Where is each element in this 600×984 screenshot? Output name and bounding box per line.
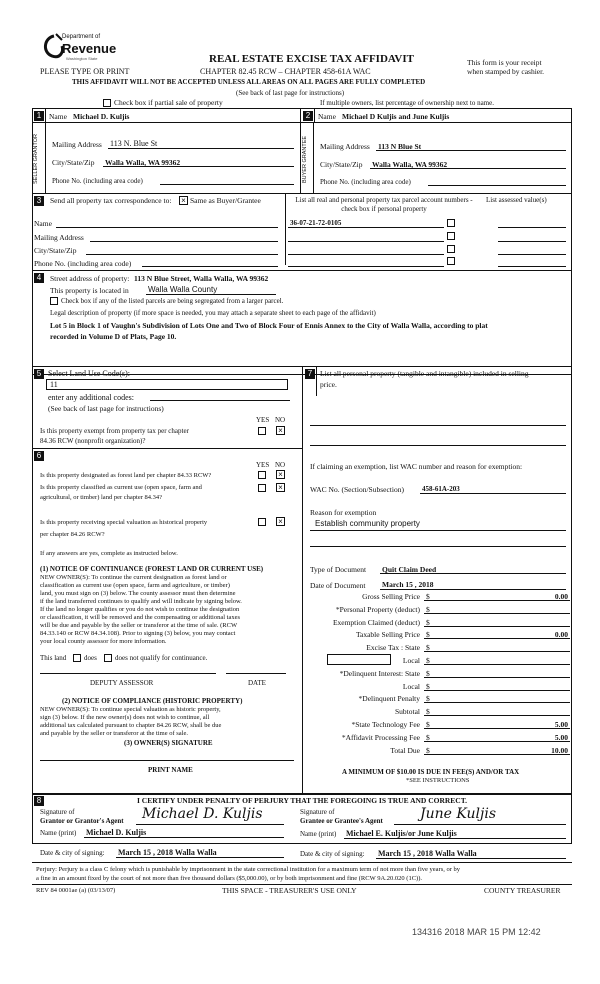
- historic-question-1: Is this property receiving special valuation as historical property: [40, 519, 208, 526]
- forest-question: Is this property designated as forest land per chapter 84.33 RCW?: [40, 472, 212, 479]
- print-name-label: PRINT NAME: [148, 766, 193, 774]
- seller-name[interactable]: Michael D. Kuljis: [73, 112, 130, 121]
- calc-value[interactable]: 5.00: [554, 732, 568, 742]
- notice-1-line: If the land no longer qualifies or you do not wish to continue the designation: [40, 606, 240, 613]
- parcel-4-checkbox[interactable]: [447, 257, 455, 265]
- calc-value[interactable]: 0.00: [554, 592, 568, 601]
- certify-statement: I CERTIFY UNDER PENALTY OF PERJURY THAT THE FOREGOING IS TRUE AND CORRECT.: [137, 796, 468, 805]
- current-use-question-1: Is this property classified as current use (open space, farm and: [40, 484, 202, 491]
- located-label: This property is located in: [50, 286, 129, 295]
- calc-currency: $: [426, 592, 430, 601]
- wac-label: WAC No. (Section/Subsection): [310, 485, 404, 494]
- calc-currency: $: [426, 694, 430, 704]
- name-left-label: Name (print): [40, 829, 77, 837]
- date-label: DATE: [248, 679, 266, 687]
- seller-side-label: SELLER GRANTOR: [33, 133, 39, 185]
- section-6-number: 6: [34, 451, 44, 461]
- land-does-checkbox[interactable]: [73, 654, 81, 662]
- s3-phone-label: Phone No. (including area code): [34, 259, 132, 268]
- buyer-mail[interactable]: 113 N Blue St: [378, 142, 422, 151]
- section-7-number: 7: [305, 369, 315, 379]
- calc-label: *State Technology Fee: [351, 720, 420, 729]
- notice-1-text: [40, 574, 242, 646]
- doc-date-label: Date of Document: [310, 581, 366, 590]
- dept-tag: Washington State: [66, 56, 98, 61]
- calc-currency: $: [426, 617, 430, 627]
- date-right-label: Date & city of signing:: [300, 850, 365, 858]
- street-address[interactable]: 113 N Blue Street, Walla Walla, WA 99362: [134, 274, 269, 283]
- notice-1-line: 84.33.140 or RCW 84.34.108). Prior to signing (3) below, you may contact: [40, 630, 236, 637]
- personal-property-label-1: List all personal property (tangible and intangible) included in selling: [320, 369, 529, 378]
- sig-left-label-2: Grantor or Grantor's Agent: [40, 817, 124, 825]
- owner-signature-label: (3) OWNER(S) SIGNATURE: [124, 739, 213, 747]
- additional-codes-label: enter any additional codes:: [48, 393, 134, 402]
- doc-date[interactable]: March 15 , 2018: [382, 580, 434, 589]
- grantee-print-name[interactable]: Michael E. Kuljis/or June Kuljis: [346, 829, 457, 838]
- county[interactable]: Walla Walla County: [148, 285, 218, 294]
- buyer-name-label: Name: [318, 112, 336, 121]
- exempt-no-checkbox[interactable]: ×: [276, 426, 285, 435]
- sig-right-label-1: Signature of: [300, 808, 335, 816]
- notice-2-title: (2) NOTICE OF COMPLIANCE (HISTORIC PROPERTY): [62, 697, 243, 705]
- section-4-number: 4: [34, 273, 44, 283]
- if-yes-note: If any answers are yes, complete as instructed below.: [40, 550, 178, 557]
- land-does-not-label: does not qualify for continuance.: [115, 654, 208, 662]
- street-label: Street address of property:: [50, 274, 130, 283]
- calc-line: [424, 626, 570, 627]
- notice-1-line: if the land transferred continues to qualify and will indicate by signing below.: [40, 598, 242, 605]
- legal-line1: Lot 5 in Block 1 of Vaughn's Subdivision of Lots One and Two of Block Four of Ennis Annex to the City of Walla Walla, according to plat: [50, 321, 488, 330]
- perjury-line-1: Perjury: Perjury is a class C felony which is punishable by imprisonment in the state correctional institution for a maximum term of not more than five years, or by: [36, 866, 461, 873]
- calc-currency: $: [426, 745, 430, 755]
- notice-1-line: classification as current use (open space, farm and agriculture, or timber): [40, 582, 230, 589]
- form-warning: THIS AFFIDAVIT WILL NOT BE ACCEPTED UNLESS ALL AREAS ON ALL PAGES ARE FULLY COMPLETED: [72, 78, 426, 86]
- current-use-yes-checkbox[interactable]: [258, 484, 266, 492]
- partial-sale-label: Check box if partial sale of property: [114, 98, 223, 107]
- s5-yes: YES: [256, 416, 270, 424]
- seller-mail[interactable]: 113 N. Blue St: [110, 139, 158, 148]
- parcel-3-checkbox[interactable]: [447, 245, 455, 253]
- receipt-line2: when stamped by cashier.: [467, 67, 545, 76]
- seller-name-label: Name: [49, 112, 67, 121]
- send-correspondence-label: Send all property tax correspondence to:: [50, 196, 172, 205]
- calc-currency: $: [426, 707, 430, 717]
- notice-1-line: land, you must sign on (3) below. The county assessor must then determine: [40, 590, 236, 597]
- land-does-label: does: [84, 654, 97, 662]
- exempt-question-2: 84.36 RCW (nonprofit organization)?: [40, 437, 146, 445]
- seller-city-label: City/State/Zip: [52, 158, 95, 167]
- doc-type-label: Type of Document: [310, 565, 367, 574]
- dept-name: Revenue: [62, 41, 117, 56]
- calc-label: *Delinquent Penalty: [358, 694, 420, 704]
- buyer-phone-label: Phone No. (including area code): [320, 178, 411, 186]
- exempt-question-1: Is this property exempt from property tax per chapter: [40, 427, 189, 435]
- same-as-buyer-label: Same as Buyer/Grantee: [190, 196, 261, 205]
- notice-1-line: or classification, it will be removed and the compensating or additional taxes: [40, 614, 240, 621]
- land-use-field[interactable]: [46, 379, 288, 390]
- historic-yes-checkbox[interactable]: [258, 518, 266, 526]
- calc-label: Local: [402, 681, 420, 691]
- calc-line: [424, 677, 570, 678]
- exemption-label: If claiming an exemption, list WAC number and reason for exemption:: [310, 462, 523, 471]
- notice-2-line: additional tax calculated pursuant to chapter 84.26 RCW, shall be due: [40, 722, 222, 729]
- this-land-label: This land: [40, 654, 67, 662]
- seller-city[interactable]: Walla Walla, WA 99362: [105, 158, 181, 167]
- segregate-label: Check box if any of the listed parcels are being segregated from a larger parcel.: [61, 297, 284, 305]
- partial-sale-checkbox[interactable]: [103, 99, 111, 107]
- calc-currency: $: [426, 656, 430, 665]
- s3-mail-label: Mailing Address: [34, 233, 84, 242]
- seller-phone-label: Phone No. (including area code): [52, 177, 143, 185]
- notice-2-text: [40, 706, 221, 738]
- calc-currency: $: [426, 630, 430, 640]
- calc-line: [424, 702, 570, 703]
- personal-property-label-2: price.: [320, 380, 337, 389]
- reason-label: Reason for exemption: [310, 508, 377, 517]
- notice-1-line: your local county assessor for more information.: [40, 638, 167, 645]
- calc-value[interactable]: 5.00: [554, 720, 568, 729]
- calc-label: *Affidavit Processing Fee: [341, 732, 420, 742]
- notice-2-line: NEW OWNER(S): To continue special valuation as historic property,: [40, 706, 221, 713]
- notice-1-line: NEW OWNER(S): To continue the current designation as forest land or: [40, 574, 227, 581]
- section-5-number: 5: [34, 369, 44, 379]
- s3-city-label: City/State/Zip: [34, 246, 77, 255]
- calc-currency: $: [426, 732, 430, 742]
- land-use-label: Select Land Use Code(s):: [48, 369, 130, 378]
- s6-no: NO: [275, 461, 286, 469]
- historic-question-2: per chapter 84.26 RCW?: [40, 531, 105, 538]
- assessed-header: List assessed value(s): [486, 196, 547, 204]
- calc-label: Exemption Claimed (deduct): [332, 617, 420, 627]
- calc-value[interactable]: 0.00: [554, 630, 568, 640]
- sig-left-label-1: Signature of: [40, 808, 75, 816]
- revenue-logo: [40, 30, 120, 64]
- date-left-label: Date & city of signing:: [40, 849, 105, 857]
- calc-label: Taxable Selling Price: [355, 630, 420, 640]
- parcel-2-checkbox[interactable]: [447, 232, 455, 240]
- notice-2-line: and payable by the seller or transferor at the time of sale.: [40, 730, 188, 737]
- notice-1-line: will be due and payable by the seller or transferor at the time of sale. (RCW: [40, 622, 238, 629]
- land-use-code: 11: [50, 380, 58, 389]
- calc-currency: $: [426, 604, 430, 614]
- s3-name-label: Name: [34, 219, 52, 228]
- buyer-side-label: BUYER GRANTEE: [302, 135, 308, 183]
- multiple-owners-note: If multiple owners, list percentage of ownership next to name.: [320, 99, 494, 107]
- grantee-date-city[interactable]: March 15 , 2018 Walla Walla: [378, 849, 477, 858]
- calc-label: Gross Selling Price: [362, 592, 420, 601]
- current-use-no-checkbox[interactable]: ×: [276, 483, 285, 492]
- calc-label: Excise Tax : State: [366, 643, 420, 653]
- calc-currency: $: [426, 720, 430, 729]
- calc-line: [424, 690, 570, 691]
- historic-no-checkbox[interactable]: ×: [276, 517, 285, 526]
- sig-right-label-2: Grantee or Grantee's Agent: [300, 817, 383, 825]
- buyer-name[interactable]: Michael D Kuljis and June Kuljis: [342, 112, 450, 121]
- current-use-question-2: agricultural, or timber) land per chapter 84.34?: [40, 494, 163, 501]
- grantor-print-name[interactable]: Michael D. Kuljis: [86, 828, 147, 837]
- grantor-signature[interactable]: Michael D. Kuljis: [142, 806, 263, 822]
- forest-yes-checkbox[interactable]: [258, 471, 266, 479]
- calc-line: [424, 715, 570, 716]
- calc-value[interactable]: 10.00: [551, 745, 568, 755]
- please-type: PLEASE TYPE OR PRINT: [40, 67, 130, 76]
- calc-label: Local: [402, 656, 420, 665]
- grantee-signature[interactable]: June Kuljis: [420, 806, 497, 822]
- grantor-date-city[interactable]: March 15 , 2018 Walla Walla: [118, 848, 217, 857]
- form-title: REAL ESTATE EXCISE TAX AFFIDAVIT: [209, 53, 414, 65]
- wac-number[interactable]: 458-61A-203: [422, 485, 460, 493]
- section-3-number: 3: [34, 196, 44, 206]
- s5-see-back: (See back of last page for instructions): [48, 404, 164, 413]
- name-right-label: Name (print): [300, 830, 337, 838]
- exemption-reason[interactable]: Establish community property: [315, 519, 420, 528]
- calc-label: *Personal Property (deduct): [335, 604, 420, 614]
- calc-line: [424, 651, 570, 652]
- legal-label: Legal description of property (if more space is needed, you may attach a separate sheet to each page of the affidavit): [50, 309, 376, 317]
- section-8-number: 8: [34, 796, 44, 806]
- segregate-checkbox[interactable]: [50, 297, 58, 305]
- same-as-buyer-checkbox[interactable]: ×: [179, 196, 188, 205]
- minimum-fee-notice: A MINIMUM OF $10.00 IS DUE IN FEE(S) AND/OR TAX: [342, 768, 520, 776]
- exempt-yes-checkbox[interactable]: [258, 427, 266, 435]
- calc-currency: $: [426, 643, 430, 653]
- parcel-number[interactable]: 36-07-21-72-0105: [290, 219, 342, 227]
- calc-line: [424, 613, 570, 614]
- local-code-field[interactable]: [327, 654, 391, 665]
- buyer-city[interactable]: Walla Walla, WA 99362: [372, 160, 448, 169]
- seller-mail-label: Mailing Address: [52, 140, 102, 149]
- forest-no-checkbox[interactable]: ×: [276, 470, 285, 479]
- legal-line2: recorded in Volume D of Plats, Page 10.: [50, 332, 177, 341]
- s6-yes: YES: [256, 461, 270, 469]
- calc-line: [424, 664, 570, 665]
- notice-2-line: sign (3) below. If the new owner(s) does not wish to continue, all: [40, 714, 210, 721]
- form-subtitle: CHAPTER 82.45 RCW – CHAPTER 458-61A WAC: [200, 67, 371, 76]
- calc-label: *Delinquent Interest: State: [339, 668, 420, 678]
- buyer-city-label: City/State/Zip: [320, 160, 363, 169]
- deputy-assessor-label: DEPUTY ASSESSOR: [90, 679, 154, 687]
- buyer-mail-label: Mailing Address: [320, 142, 370, 151]
- s5-no: NO: [275, 416, 286, 424]
- doc-type[interactable]: Quit Claim Deed: [382, 565, 437, 574]
- see-back: (See back of last page for instructions): [236, 89, 345, 97]
- perjury-line-2: a fine in an amount fixed by the court of not more than five thousand dollars ($5,000.00), or by both imprisonment and fine (RCW 9A.20.020 (1C)).: [36, 875, 423, 882]
- parcel-1-checkbox[interactable]: [447, 219, 455, 227]
- notice-1-title: (1) NOTICE OF CONTINUANCE (FOREST LAND OR CURRENT USE): [40, 565, 264, 573]
- calc-currency: $: [426, 681, 430, 691]
- land-does-not-checkbox[interactable]: [104, 654, 112, 662]
- recording-stamp: 134316 2018 MAR 15 PM 12:42: [412, 927, 541, 937]
- form-revision: REV 84 0001ae (a) (03/13/07): [36, 887, 116, 894]
- county-treasurer-label: COUNTY TREASURER: [484, 886, 561, 895]
- dept-prefix: Department of: [62, 34, 101, 40]
- see-instructions: *SEE INSTRUCTIONS: [406, 777, 470, 784]
- calc-currency: $: [426, 668, 430, 678]
- section-2-number: 2: [303, 111, 313, 121]
- treasurer-use-label: THIS SPACE - TREASURER'S USE ONLY: [222, 886, 357, 895]
- receipt-line1: This form is your receipt: [467, 58, 542, 67]
- calc-label: Subtotal: [394, 707, 420, 717]
- parcel-header: List all real and personal property tax parcel account numbers - check box if personal property: [295, 196, 473, 213]
- calc-label: Total Due: [390, 745, 420, 755]
- section-1-number: 1: [34, 111, 44, 121]
